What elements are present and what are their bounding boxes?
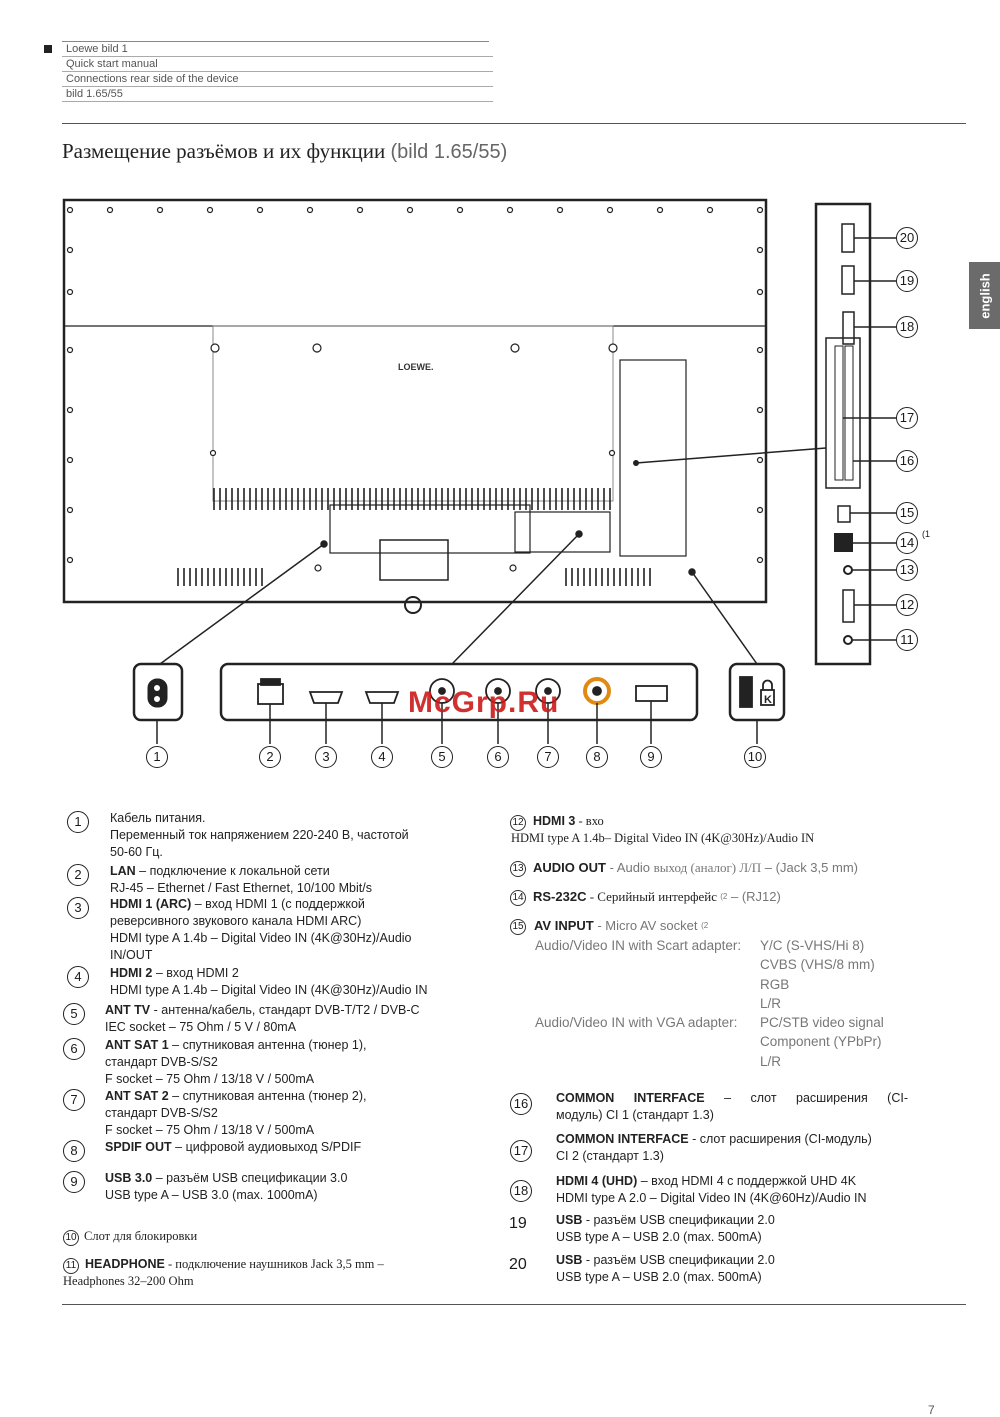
legend-11-name: HEADPHONE bbox=[85, 1257, 165, 1271]
legend-item-11 bbox=[63, 1256, 463, 1290]
callout-10: 10 bbox=[744, 746, 766, 768]
legend-17-name: COMMON INTERFACE bbox=[556, 1132, 689, 1146]
watermark: McGrp.Ru bbox=[408, 686, 560, 719]
legend-num-20: 20 bbox=[509, 1256, 527, 1273]
legend-num-14: 14 bbox=[510, 890, 526, 906]
vga-value-component: Component (YPbPr) bbox=[760, 1034, 882, 1050]
legend-item-17 bbox=[556, 1131, 916, 1165]
callout-13: 13 bbox=[896, 559, 918, 581]
mount-screws bbox=[68, 208, 763, 572]
page-title-main: Размещение разъёмов и их функции bbox=[62, 139, 386, 163]
side-connector-panel bbox=[816, 204, 870, 664]
legend-6-line2: стандарт DVB-S/S2 bbox=[105, 1055, 218, 1069]
power-socket bbox=[148, 679, 167, 707]
legend-2-desc: – подключение к локальной сети bbox=[135, 864, 330, 878]
legend-6-spec: F socket – 75 Ohm / 13/18 V / 500mA bbox=[105, 1072, 315, 1086]
page-title bbox=[62, 139, 507, 164]
legend-11-desc: - подключение наушников Jack 3,5 mm – bbox=[164, 1257, 384, 1271]
legend-14-name: RS-232C bbox=[533, 889, 587, 904]
header-doc-type: Quick start manual bbox=[62, 57, 493, 72]
legend-12-spec: HDMI type A 1.4b– Digital Video IN (4K@30Hz)/Audio IN bbox=[511, 831, 815, 845]
legend-14-spec: – (RJ12) bbox=[727, 889, 781, 904]
legend-num-5: 5 bbox=[63, 1003, 85, 1025]
legend-3-line2: реверсивного звукового канала HDMI ARC) bbox=[110, 914, 362, 928]
page-number: 7 bbox=[928, 1403, 935, 1417]
legend-13-desc: выход (аналог) Л/П bbox=[653, 860, 762, 875]
callout-3: 3 bbox=[315, 746, 337, 768]
legend-item-12 bbox=[511, 813, 931, 847]
legend-num-3: 3 bbox=[67, 897, 89, 919]
legend-5-desc: - антенна/кабель, стандарт DVB-T/T2 / DVB-C bbox=[150, 1003, 420, 1017]
legend-item-14 bbox=[533, 888, 953, 905]
legend-19-spec: USB type A – USB 2.0 (max. 500mA) bbox=[556, 1230, 762, 1244]
callout-5: 5 bbox=[431, 746, 453, 768]
legend-15-footnote: (2 bbox=[701, 921, 709, 930]
legend-11-spec: Headphones 32–200 Ohm bbox=[63, 1274, 194, 1288]
callout-14-footnote: (1 bbox=[922, 529, 931, 539]
stand-screw bbox=[405, 597, 421, 613]
legend-4-name: HDMI 2 bbox=[110, 966, 153, 980]
legend-14-footnote: (2 bbox=[720, 892, 728, 901]
header-product: Loewe bild 1 bbox=[62, 42, 493, 57]
callout-2: 2 bbox=[259, 746, 281, 768]
legend-10-desc: Слот для блокировки bbox=[84, 1229, 198, 1243]
legend-7-line2: стандарт DVB-S/S2 bbox=[105, 1106, 218, 1120]
callout-17: 17 bbox=[896, 407, 918, 429]
legend-1-line2: Переменный ток напряжением 220-240 В, частотой bbox=[110, 828, 409, 842]
callout-9: 9 bbox=[640, 746, 662, 768]
legend-item-13 bbox=[533, 859, 953, 876]
legend-4-spec: HDMI type A 1.4b – Digital Video IN (4K@30Hz)/Audio IN bbox=[110, 983, 428, 997]
legend-item-9 bbox=[105, 1170, 470, 1204]
legend-8-desc: – цифровой аудиовыход S/PDIF bbox=[171, 1140, 362, 1154]
callout-15: 15 bbox=[896, 502, 918, 524]
legend-num-13: 13 bbox=[510, 861, 526, 877]
legend-5-name: ANT TV bbox=[105, 1003, 151, 1017]
legend-20-name: USB bbox=[556, 1253, 583, 1267]
legend-num-19: 19 bbox=[509, 1215, 527, 1232]
legend-5-spec: IEC socket – 75 Ohm / 5 V / 80mA bbox=[105, 1020, 297, 1034]
legend-20-spec: USB type A – USB 2.0 (max. 500mA) bbox=[556, 1270, 762, 1284]
legend-num-18: 18 bbox=[510, 1180, 532, 1202]
legend-16-name: COMMON INTERFACE bbox=[556, 1091, 705, 1105]
legend-15-scart-values bbox=[760, 936, 875, 1013]
legend-2-name: LAN bbox=[110, 864, 136, 878]
legend-3-name: HDMI 1 (ARC) bbox=[110, 897, 192, 911]
vga-value-pc: PC/STB video signal bbox=[760, 1015, 884, 1030]
legend-1-line1: Кабель питания. bbox=[110, 811, 206, 825]
legend-13-audio: - Audio bbox=[605, 860, 654, 875]
legend-item-10 bbox=[84, 1228, 464, 1245]
legend-3-line3: HDMI type A 1.4b – Digital Video IN (4K@30Hz)/Audio bbox=[110, 931, 412, 945]
legend-item-2 bbox=[110, 863, 470, 897]
callout-12: 12 bbox=[896, 594, 918, 616]
callout-4: 4 bbox=[371, 746, 393, 768]
callout-14: 14 bbox=[896, 532, 918, 554]
scart-value-cvbs: CVBS (VHS/8 mm) bbox=[760, 957, 875, 973]
legend-item-16 bbox=[556, 1090, 908, 1124]
legend-4-desc: – вход HDMI 2 bbox=[152, 966, 239, 980]
legend-9-spec: USB type A – USB 3.0 (max. 1000mA) bbox=[105, 1188, 318, 1202]
scart-value-yc: Y/C (S-VHS/Hi 8) bbox=[760, 938, 865, 953]
scart-value-rgb: RGB bbox=[760, 976, 790, 992]
legend-2-spec: RJ-45 – Ethernet / Fast Ethernet, 10/100 Mbit/s bbox=[110, 881, 372, 895]
legend-16-line2: модуль) CI 1 (стандарт 1.3) bbox=[556, 1108, 714, 1122]
legend-item-4 bbox=[110, 965, 470, 999]
legend-3-desc: – вход HDMI 1 (с поддержкой bbox=[191, 897, 365, 911]
vga-value-lr: L/R bbox=[760, 1053, 782, 1069]
legend-num-1: 1 bbox=[67, 811, 89, 833]
legend-item-8 bbox=[105, 1139, 470, 1156]
legend-7-spec: F socket – 75 Ohm / 13/18 V / 500mA bbox=[105, 1123, 315, 1137]
legend-num-12: 12 bbox=[510, 815, 526, 831]
callout-7: 7 bbox=[537, 746, 559, 768]
callout-11: 11 bbox=[896, 629, 918, 651]
legend-17-desc: - слот расширения (CI-модуль) bbox=[688, 1132, 872, 1146]
legend-num-9: 9 bbox=[63, 1171, 85, 1193]
legend-item-20 bbox=[556, 1252, 916, 1286]
legend-num-2: 2 bbox=[67, 864, 89, 886]
legend-num-4: 4 bbox=[67, 966, 89, 988]
callout-19: 19 bbox=[896, 270, 918, 292]
legend-20-desc: - разъём USB спецификации 2.0 bbox=[582, 1253, 775, 1267]
legend-18-desc: – вход HDMI 4 с поддержкой UHD 4K bbox=[637, 1174, 857, 1188]
scart-value-lr: L/R bbox=[760, 995, 782, 1011]
legend-8-name: SPDIF OUT bbox=[105, 1140, 172, 1154]
side-panel-anchor bbox=[633, 460, 639, 466]
legend-item-6 bbox=[105, 1037, 470, 1088]
legend-12-desc: - вхо bbox=[575, 814, 604, 828]
callout-8: 8 bbox=[586, 746, 608, 768]
legend-6-name: ANT SAT 1 bbox=[105, 1038, 169, 1052]
title-rule bbox=[62, 123, 966, 124]
legend-15-desc: - Micro AV socket bbox=[593, 918, 702, 933]
legend-18-spec: HDMI type A 2.0 – Digital Video IN (4K@60Hz)/Audio IN bbox=[556, 1191, 867, 1205]
legend-item-7 bbox=[105, 1088, 470, 1139]
legend-9-name: USB 3.0 bbox=[105, 1171, 153, 1185]
legend-item-15 bbox=[534, 917, 954, 934]
legend-num-11: 11 bbox=[63, 1258, 79, 1274]
kensington-k-label: K bbox=[764, 694, 772, 706]
legend-16-desc: – слот расширения (CI- bbox=[704, 1091, 909, 1105]
legend-item-19 bbox=[556, 1212, 916, 1246]
callout-16: 16 bbox=[896, 450, 918, 472]
page-title-model: (bild 1.65/55) bbox=[390, 141, 508, 163]
tv-rear-panel bbox=[64, 200, 766, 602]
legend-1-line3: 50-60 Гц. bbox=[110, 845, 163, 859]
legend-3-line4: IN/OUT bbox=[110, 948, 153, 962]
legend-9-desc: – разъём USB спецификации 3.0 bbox=[152, 1171, 348, 1185]
legend-19-name: USB bbox=[556, 1213, 583, 1227]
legend-num-16: 16 bbox=[510, 1093, 532, 1115]
legend-19-desc: - разъём USB спецификации 2.0 bbox=[582, 1213, 775, 1227]
legend-7-name: ANT SAT 2 bbox=[105, 1089, 169, 1103]
header-model: bild 1.65/55 bbox=[62, 87, 493, 102]
footer-rule bbox=[62, 1304, 966, 1305]
legend-14-desc: - Серийный интерфейс bbox=[586, 889, 721, 904]
legend-item-1 bbox=[110, 810, 465, 861]
header-section: Connections rear side of the device bbox=[62, 72, 493, 87]
legend-item-18 bbox=[556, 1173, 936, 1207]
legend-6-desc: – спутниковая антенна (тюнер 1), bbox=[168, 1038, 367, 1052]
legend-13-name: AUDIO OUT bbox=[533, 860, 606, 875]
legend-num-6: 6 bbox=[63, 1038, 85, 1060]
legend-15-vga-label: Audio/Video IN with VGA adapter: bbox=[535, 1015, 738, 1030]
header-bullet-square bbox=[44, 45, 52, 53]
legend-num-10: 10 bbox=[63, 1230, 79, 1246]
language-tab-label: english bbox=[977, 272, 992, 319]
legend-num-17: 17 bbox=[510, 1140, 532, 1162]
legend-13-spec: – (Jack 3,5 mm) bbox=[761, 860, 858, 875]
legend-num-7: 7 bbox=[63, 1089, 85, 1111]
callout-20: 20 bbox=[896, 227, 918, 249]
legend-12-name: HDMI 3 bbox=[533, 814, 576, 828]
legend-num-15: 15 bbox=[510, 919, 526, 935]
legend-item-5 bbox=[105, 1002, 470, 1036]
legend-15-vga-values bbox=[760, 1013, 884, 1071]
legend-num-8: 8 bbox=[63, 1140, 85, 1162]
callout-1: 1 bbox=[146, 746, 168, 768]
legend-15-name: AV INPUT bbox=[534, 918, 594, 933]
legend-7-desc: – спутниковая антенна (тюнер 2), bbox=[168, 1089, 367, 1103]
callout-18: 18 bbox=[896, 316, 918, 338]
legend-item-3 bbox=[110, 896, 465, 964]
callout-6: 6 bbox=[487, 746, 509, 768]
legend-17-line2: CI 2 (стандарт 1.3) bbox=[556, 1149, 664, 1163]
legend-18-name: HDMI 4 (UHD) bbox=[556, 1174, 638, 1188]
legend-15-scart-label: Audio/Video IN with Scart adapter: bbox=[535, 938, 742, 953]
tv-logo: LOEWE. bbox=[398, 362, 434, 372]
